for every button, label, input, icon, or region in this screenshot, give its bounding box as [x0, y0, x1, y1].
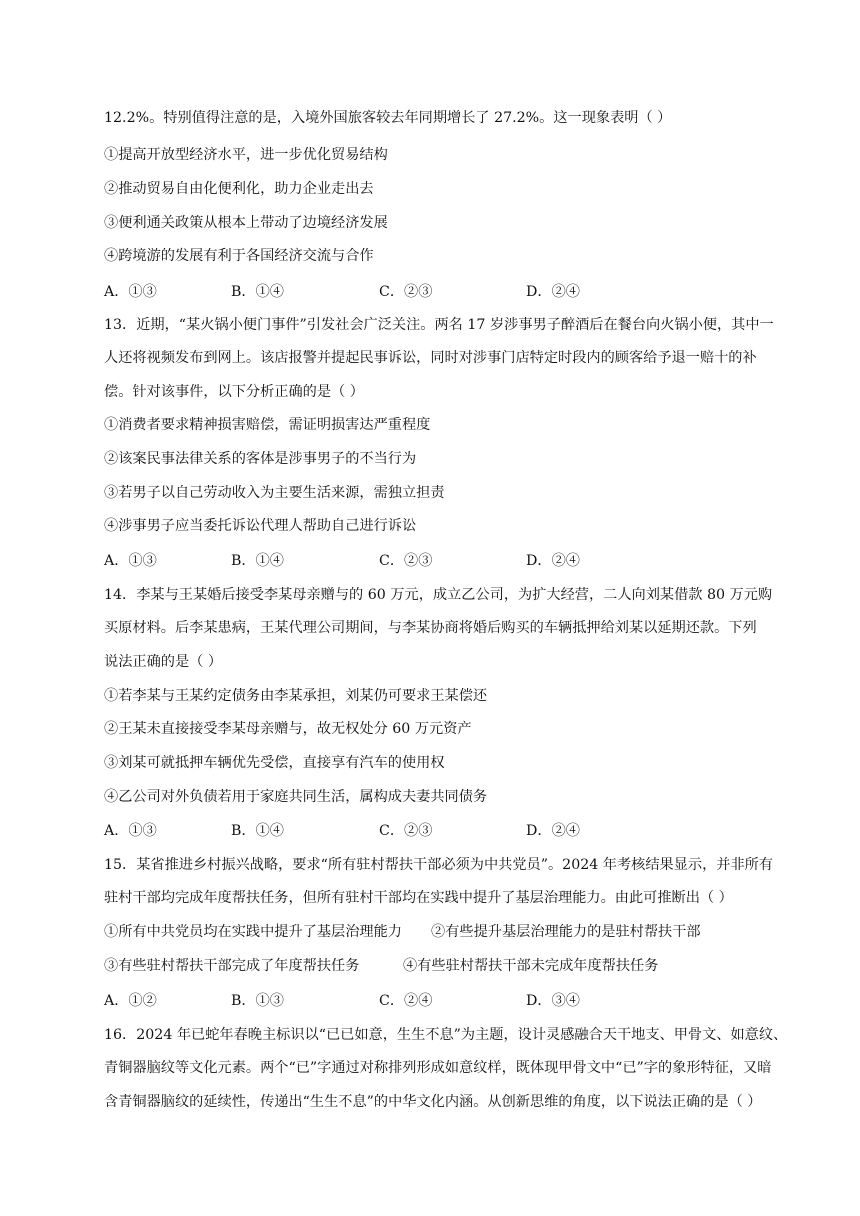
- q15-statement-3: ③有些驻村帮扶干部完成了年度帮扶任务: [104, 958, 360, 974]
- q13-option-a[interactable]: A．①③: [104, 553, 157, 569]
- q14-statement-3: ③刘某可就抵押车辆优先受偿，直接享有汽车的使用权: [104, 755, 445, 771]
- q14-statement-1: ①若李某与王某约定债务由李某承担，刘某仍可要求王某偿还: [104, 688, 488, 704]
- q12-option-a[interactable]: A．①③: [104, 284, 157, 300]
- q13-stem-line-2: 人还将视频发布到网上。该店报警并提起民事诉讼，同时对涉事门店特定时段内的顾客给予退一赔十的补: [104, 350, 757, 366]
- q12-option-b[interactable]: B．①④: [231, 284, 284, 300]
- q15-stem-line-2: 驻村干部均完成年度帮扶任务，但所有驻村干部均在实践中提升了基层治理能力。由此可推断出（ ）: [104, 890, 733, 906]
- q15-statement-4: ④有些驻村帮扶干部未完成年度帮扶任务: [403, 958, 659, 974]
- q12-statement-3: ③便利通关政策从根本上带动了边境经济发展: [104, 215, 388, 231]
- q12-continuation: 12.2%。特别值得注意的是，入境外国旅客较去年同期增长了 27.2%。这一现象表明（ ）: [104, 110, 672, 126]
- q14-option-a[interactable]: A．①③: [104, 823, 157, 839]
- q14-option-d[interactable]: D．②④: [526, 823, 580, 839]
- q12-statement-2: ②推动贸易自由化便利化，助力企业走出去: [104, 181, 374, 197]
- q12-statement-4: ④跨境游的发展有利于各国经济交流与合作: [104, 248, 374, 264]
- q13-statement-1: ①消费者要求精神损害赔偿，需证明损害达严重程度: [104, 417, 431, 433]
- q13-stem-line-3: 偿。针对该事件，以下分析正确的是（ ）: [104, 384, 364, 400]
- q13-statement-4: ④涉事男子应当委托诉讼代理人帮助自己进行诉讼: [104, 518, 417, 534]
- q16-stem-line-3: 含青铜器脑纹的延续性，传递出“生生不息”的中华文化内涵。从创新思维的角度，以下说法正确的是（ ）: [104, 1094, 762, 1110]
- q15-option-c[interactable]: C．②④: [379, 993, 433, 1009]
- q15-option-b[interactable]: B．①③: [231, 993, 284, 1009]
- q13-option-c[interactable]: C．②③: [379, 553, 433, 569]
- q15-option-d[interactable]: D．③④: [526, 993, 580, 1009]
- q15-statement-2: ②有些提升基层治理能力的是驻村帮扶干部: [431, 924, 701, 940]
- q14-stem-line-3: 说法正确的是（ ）: [104, 654, 223, 670]
- q15-statement-1: ①所有中共党员均在实践中提升了基层治理能力: [104, 924, 402, 940]
- q15-stem-line-1: 15．某省推进乡村振兴战略，要求“所有驻村帮扶干部必须为中共党员”。2024 年考核结果显示，并非所有: [104, 857, 774, 873]
- q15-option-a[interactable]: A．①②: [104, 993, 157, 1009]
- q13-statement-3: ③若男子以自己劳动收入为主要生活来源，需独立担责: [104, 485, 445, 501]
- q14-statement-2: ②王某未直接接受李某母亲赠与，故无权处分 60 万元资产: [104, 721, 472, 737]
- q12-statement-1: ①提高开放型经济水平，进一步优化贸易结构: [104, 147, 388, 163]
- q14-option-b[interactable]: B．①④: [231, 823, 284, 839]
- q13-statement-2: ②该案民事法律关系的客体是涉事男子的不当行为: [104, 451, 417, 467]
- q13-option-b[interactable]: B．①④: [231, 553, 284, 569]
- q16-stem-line-2: 青铜器脑纹等文化元素。两个“已”字通过对称排列形成如意纹样，既体现甲骨文中“已”字的象形特征，又暗: [104, 1060, 772, 1076]
- q12-option-c[interactable]: C．②③: [379, 284, 433, 300]
- q14-stem-line-2: 买原材料。后李某患病，王某代理公司期间，与李某协商将婚后购买的车辆抵押给刘某以延期还款。下列: [104, 620, 757, 636]
- q12-option-d[interactable]: D．②④: [526, 284, 580, 300]
- q14-option-c[interactable]: C．②③: [379, 823, 433, 839]
- q13-option-d[interactable]: D．②④: [526, 553, 580, 569]
- q13-stem-line-1: 13．近期，“某火锅小便门事件”引发社会广泛关注。两名 17 岁涉事男子醉酒后在餐台向火锅小便，其中一: [104, 317, 774, 333]
- q16-stem-line-1: 16．2024 年已蛇年春晚主标识以“已已如意，生生不息”为主题，设计灵感融合天干地支、甲骨文、如意纹、: [104, 1027, 788, 1043]
- q14-statement-4: ④乙公司对外负债若用于家庭共同生活，属构成夫妻共同债务: [104, 789, 488, 805]
- q14-stem-line-1: 14．李某与王某婚后接受李某母亲赠与的 60 万元，成立乙公司，为扩大经营，二人向刘某借款 80 万元购: [104, 587, 773, 603]
